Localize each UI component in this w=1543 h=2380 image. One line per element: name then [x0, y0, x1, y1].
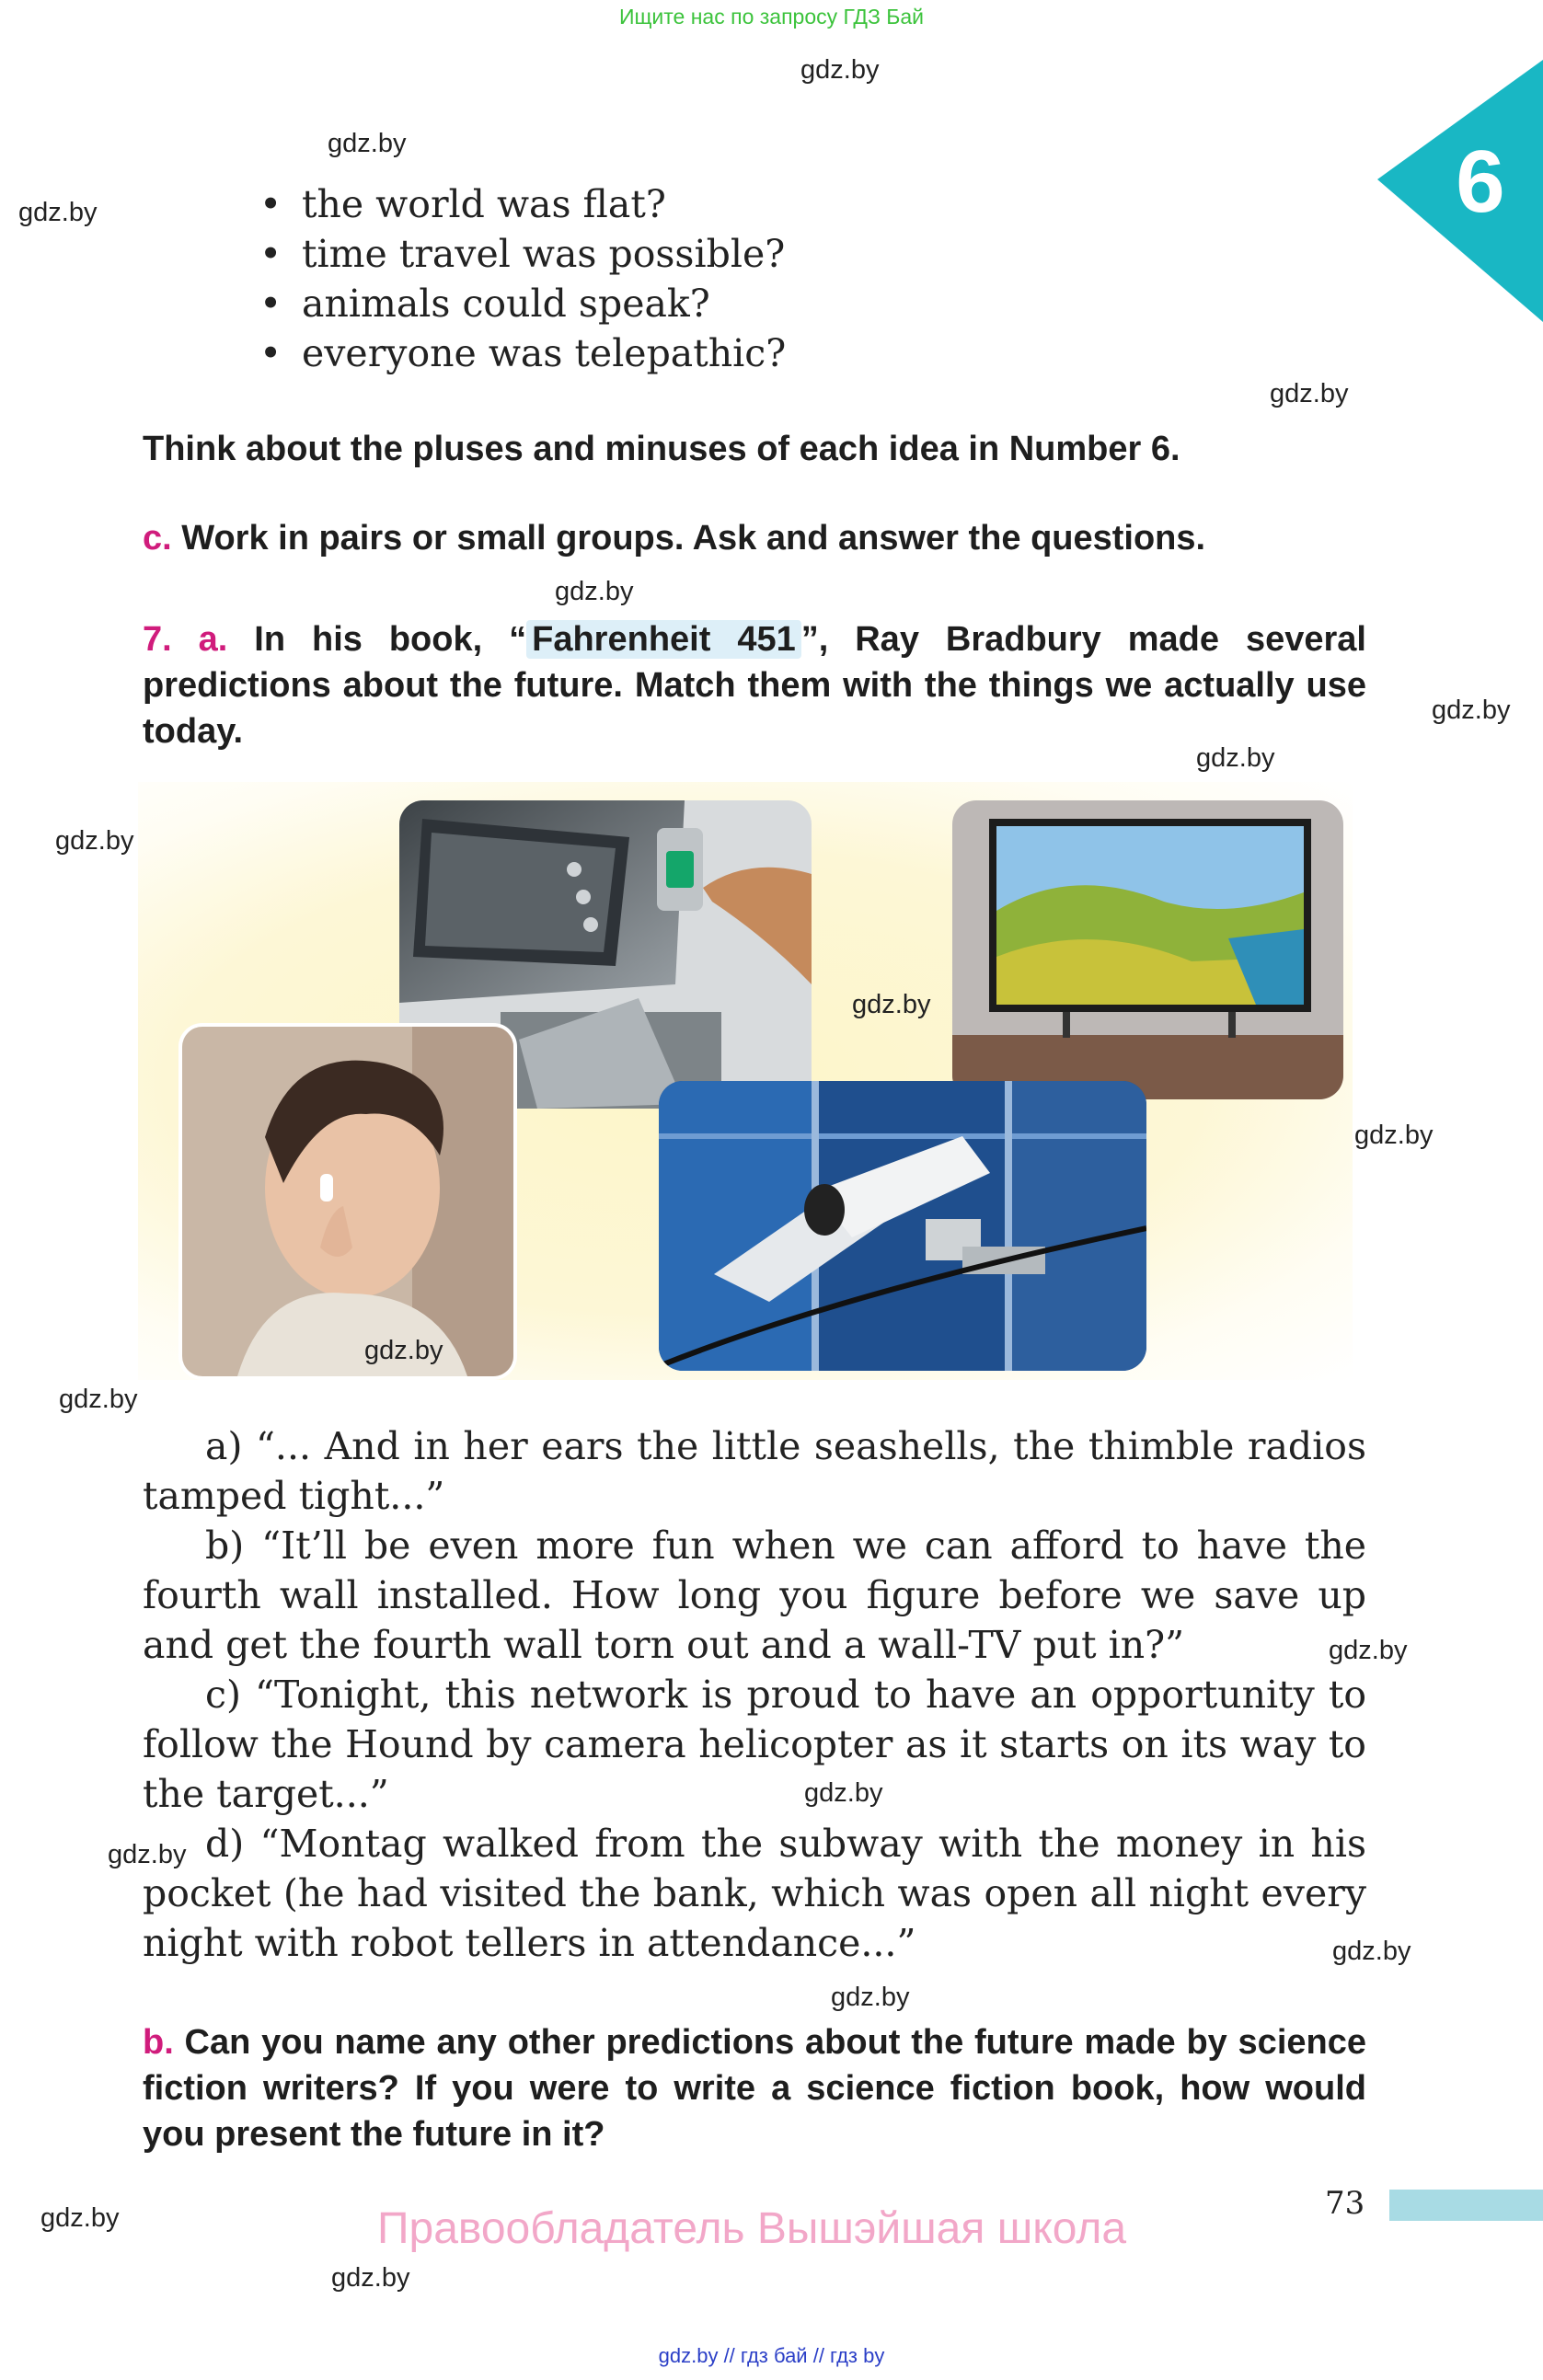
watermark: gdz.by: [55, 826, 134, 856]
watermark: gdz.by: [800, 55, 880, 85]
task-text: Can you name any other predictions about the future made by science fiction writers? If you were to write a science fiction book, how would you present the future in it?: [143, 2023, 1366, 2154]
book-title: Fahrenheit 451: [526, 620, 801, 659]
list-item: • animals could speak?: [258, 279, 786, 328]
quote-b: b) “It’ll be even more fun when we can afford to have the fourth wall installed. How long you figure before we save up and get the fourth wall torn out and a wall-TV put in?”: [143, 1523, 1366, 1667]
watermark: gdz.by: [1196, 743, 1275, 773]
list-item: • everyone was telepathic?: [258, 328, 786, 378]
watermark: gdz.by: [555, 577, 634, 606]
question-bullet-list: [258, 179, 786, 378]
task-marker: b.: [143, 2023, 174, 2062]
quotes-block: [143, 1421, 1366, 1968]
watermark: gdz.by: [1329, 1636, 1408, 1665]
photo-collage: [138, 782, 1353, 1380]
chapter-tab: [1377, 60, 1543, 322]
watermark: gdz.by: [831, 1983, 910, 2012]
watermark: gdz.by: [108, 1840, 187, 1869]
list-item: • time travel was possible?: [258, 229, 786, 279]
watermark: gdz.by: [852, 990, 931, 1019]
watermark: gdz.by: [18, 198, 98, 227]
quote-d: d) “Montag walked from the subway with the money in his pocket (he had visited the bank, which was open all night every night with robot tellers in attendance...”: [143, 1822, 1366, 1965]
page-number: 73: [1325, 2185, 1365, 2222]
task-marker: 7. a.: [143, 620, 228, 659]
task-think: Think about the pluses and minuses of each idea in Number 6.: [143, 430, 1180, 468]
earbuds-photo: [178, 1023, 517, 1380]
watermark: gdz.by: [328, 129, 407, 158]
task-text: ”, Ray Bradbury made several predictions about the future. Match them with the things we actually use today.: [143, 620, 1366, 751]
quote-a: a) “... And in her ears the little seashells, the thimble radios tamped tight...”: [143, 1424, 1366, 1518]
watermark: gdz.by: [1354, 1121, 1434, 1150]
footer-links[interactable]: gdz.by // гдз бай // гдз by: [658, 2344, 885, 2367]
security-camera-photo: [659, 1081, 1146, 1371]
task-text: Work in pairs or small groups. Ask and answer the questions.: [181, 519, 1206, 558]
chapter-number: 6: [1456, 132, 1505, 231]
quote-c: c) “Tonight, this network is proud to have an opportunity to follow the Hound by camera helicopter as it starts on its way to the target...”: [143, 1673, 1366, 1816]
page-number-bar: [1389, 2190, 1543, 2221]
task-marker: c.: [143, 519, 172, 558]
task-c: [143, 515, 1366, 561]
copyright-owner: Правообладатель Вышэйшая школа: [377, 2204, 1127, 2253]
watermark: gdz.by: [1270, 379, 1349, 408]
watermark: gdz.by: [59, 1385, 138, 1414]
watermark: gdz.by: [364, 1336, 443, 1365]
watermark: gdz.by: [40, 2203, 120, 2233]
search-banner[interactable]: Ищите нас по запросу ГДЗ Бай: [618, 5, 925, 29]
list-item: • the world was flat?: [258, 179, 786, 229]
wall-tv-photo: [952, 800, 1343, 1099]
watermark: gdz.by: [1332, 1937, 1411, 1966]
watermark: gdz.by: [804, 1778, 883, 1808]
watermark: gdz.by: [1432, 696, 1511, 725]
task-b: [143, 2019, 1366, 2157]
task-text: In his book, “: [254, 620, 527, 659]
task-7a: [143, 616, 1366, 754]
watermark: gdz.by: [331, 2263, 410, 2293]
